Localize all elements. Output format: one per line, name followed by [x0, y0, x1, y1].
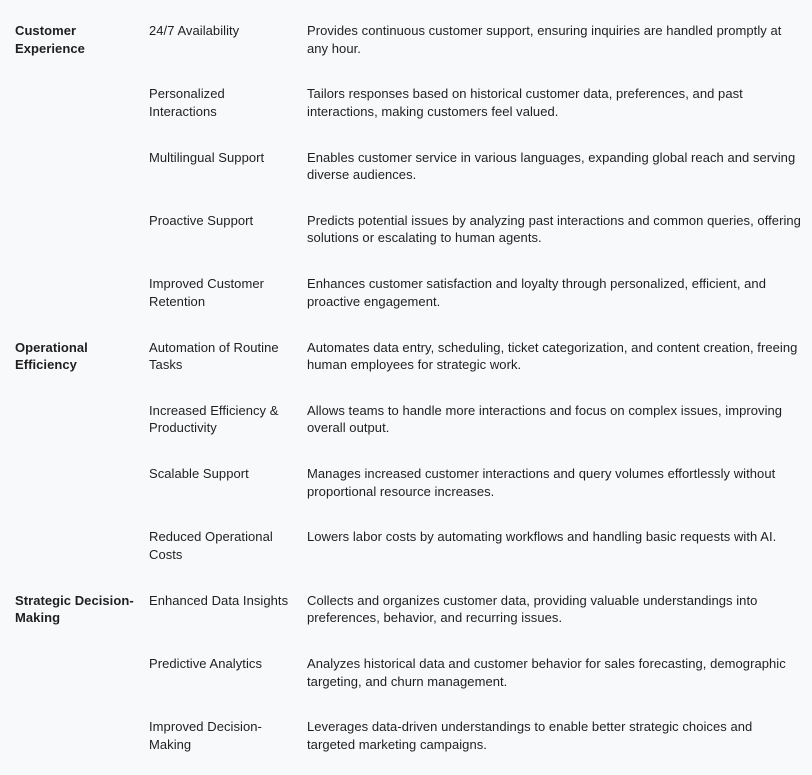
description-cell: Enables customer service in various languages, expanding global reach and serving diverse audiences. [307, 149, 796, 183]
table-row [0, 190, 812, 253]
table-row [0, 443, 812, 506]
description-cell: Analyzes historical data and customer behavior for sales forecasting, demographic targeting, and churn management. [307, 656, 786, 689]
table-row [0, 570, 812, 633]
feature-cell: Enhanced Data Insights [149, 592, 289, 608]
table-row [0, 0, 812, 63]
feature-cell: Reduced Operational Costs [149, 529, 273, 562]
feature-cell: Scalable Support [149, 466, 249, 482]
feature-cell: Proactive Support [149, 212, 254, 228]
description-cell: Predicts potential issues by analyzing past interactions and common queries, offering solutions or escalating to human agents. [307, 212, 801, 246]
table-row [0, 253, 812, 316]
category-cell: Strategic Decision-Making [15, 592, 134, 626]
category-cell: Operational Efficiency [15, 339, 88, 372]
description-cell: Leverages data-driven understandings to enable better strategic choices and targeted marketing campaigns. [307, 719, 753, 752]
table-row [0, 317, 812, 380]
table-row [0, 633, 812, 696]
description-cell: Allows teams to handle more interactions and focus on complex issues, improving overall output. [307, 402, 783, 436]
description-cell: Enhances customer satisfaction and loyalty through personalized, efficient, and proactive engagement. [307, 276, 766, 309]
table-row [0, 127, 812, 190]
description-cell: Tailors responses based on historical customer data, preferences, and past interactions, making customers feel valued. [307, 86, 743, 119]
feature-cell: Increased Efficiency & Productivity [149, 402, 279, 436]
table-row [0, 380, 812, 443]
description-cell: Collects and organizes customer data, providing valuable understandings into preferences, behavior, and recurring issues. [307, 592, 758, 626]
feature-cell: Improved Decision-Making [149, 719, 262, 752]
feature-cell: Predictive Analytics [149, 656, 262, 671]
description-cell: Manages increased customer interactions and query volumes effortlessly without proportional resource increases. [307, 466, 776, 499]
description-cell: Provides continuous customer support, ensuring inquiries are handled promptly at any hour. [307, 23, 782, 56]
feature-cell: Improved Customer Retention [149, 276, 264, 309]
category-cell: Customer Experience [15, 23, 85, 56]
feature-cell: Multilingual Support [149, 149, 265, 165]
description-cell: Lowers labor costs by automating workflows and handling basic requests with AI. [307, 529, 777, 545]
table-row [0, 506, 812, 569]
feature-cell: Automation of Routine Tasks [149, 339, 279, 372]
table-row [0, 63, 812, 126]
description-cell: Automates data entry, scheduling, ticket categorization, and content creation, freeing human employees for strategic work. [307, 339, 798, 372]
table-row [0, 696, 812, 759]
feature-cell: Personalized Interactions [149, 86, 225, 119]
feature-cell: 24/7 Availability [149, 23, 240, 38]
